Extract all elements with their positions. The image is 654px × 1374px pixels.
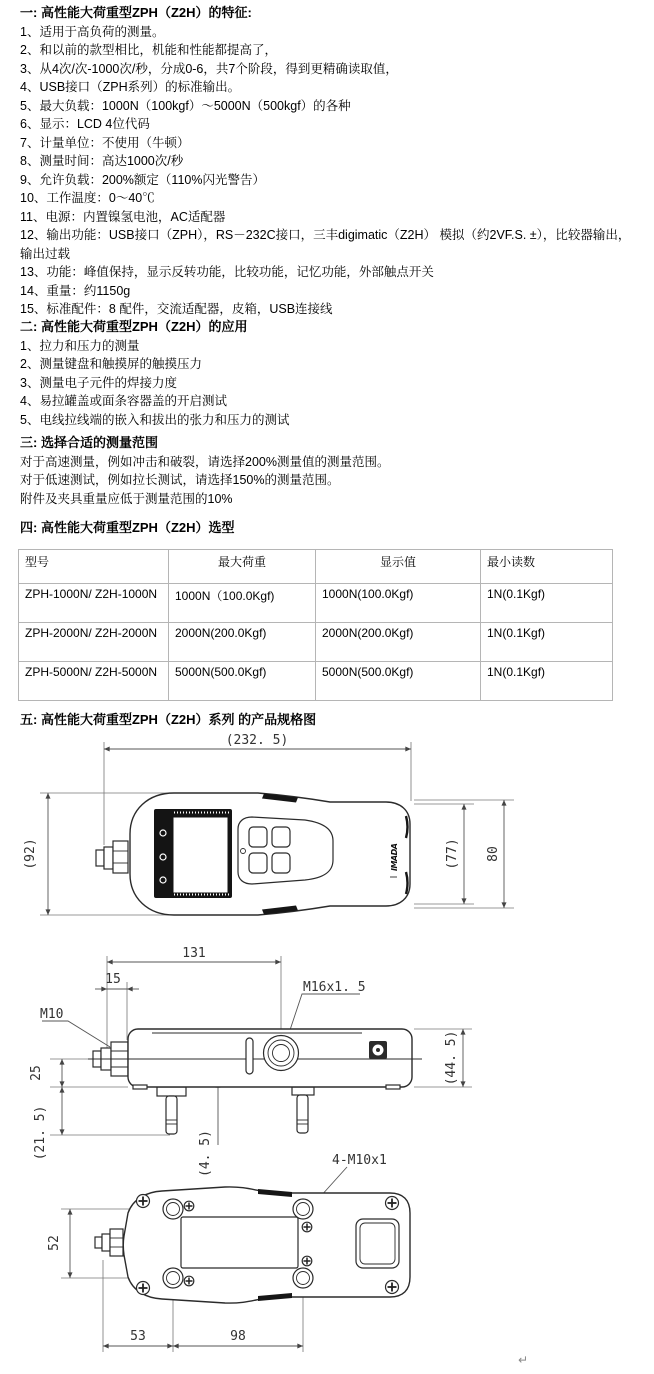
- feature-item: 1、适用于高负荷的测量。: [20, 24, 165, 39]
- feature-item: 2、和以前的款型相比，机能和性能都提高了，: [20, 43, 277, 57]
- table-header-cell: 型号: [19, 550, 169, 584]
- table-cell-maxload: 5000N(500.0Kgf): [169, 662, 316, 701]
- button: [249, 827, 267, 847]
- table-cell-model: ZPH-5000N/ Z2H-5000N: [19, 662, 169, 701]
- application-item: 2、测量键盘和触摸屏的触摸压力: [20, 357, 202, 371]
- feature-item: 4、USB接口（ZPH系列）的标准输出。: [20, 80, 241, 94]
- table-cell-resolution: 1N(0.1Kgf): [481, 584, 613, 623]
- table-header-cell: 最小读数: [481, 550, 613, 584]
- dim-4-5: (4. 5): [198, 1130, 213, 1177]
- table-cell-model: ZPH-1000N/ Z2H-1000N: [19, 584, 169, 623]
- table-cell-display: 1000N(100.0Kgf): [316, 584, 481, 623]
- return-mark: ↵: [518, 1353, 529, 1367]
- application-item: 1、拉力和压力的测量: [20, 338, 140, 353]
- feature-item: 3、从4次/次-1000次/秒，分成0-6，共7个阶段，得到更精确读取值，: [20, 61, 398, 76]
- application-item: 5、电线拉线端的嵌入和拔出的张力和压力的测试: [20, 412, 290, 427]
- mounting-pin-right: [292, 1087, 314, 1133]
- range-line: 对于高速测量，例如冲击和破裂，请选择200%测量值的测量范围。: [20, 454, 390, 469]
- table-cell-maxload: 2000N(200.0Kgf): [169, 623, 316, 662]
- feature-item: 11、电源：内置镍氢电池，AC适配器: [20, 209, 226, 224]
- application-item: 4、易拉罐盖或面条容器盖的开启测试: [20, 394, 227, 408]
- section-heading: 三: 选择合适的测量范围: [20, 435, 158, 450]
- keypad: [238, 817, 333, 884]
- table-cell-model: ZPH-2000N/ Z2H-2000N: [19, 623, 169, 662]
- dim-21-5: (21. 5): [33, 1105, 48, 1161]
- label-mount-thread: 4-M10x1: [332, 1153, 387, 1168]
- table-header-cell: 显示值: [316, 550, 481, 584]
- section-applications: [20, 318, 640, 429]
- section-heading-selection: 四: 高性能大荷重型ZPH（Z2H）选型: [20, 520, 235, 535]
- dim-52: 52: [47, 1235, 62, 1251]
- bottom-view-drawing: [47, 1153, 410, 1352]
- spec-table: [18, 549, 613, 701]
- section-heading-drawings: 五: 高性能大荷重型ZPH（Z2H）系列 的产品规格图: [20, 712, 317, 727]
- power-connector: [369, 1041, 387, 1059]
- dim-overall-length: (232. 5): [225, 733, 289, 748]
- section-heading: 一: 高性能大荷重型ZPH（Z2H）的特征:: [20, 5, 252, 20]
- feature-item: 10、工作温度：0〜40℃: [20, 191, 155, 205]
- feature-item: 14、重量：约1150g: [20, 283, 131, 298]
- range-line: 对于低速测试，例如拉长测试，请选择150%的测量范围。: [20, 473, 340, 487]
- feature-item: 15、标准配件：8 配件，交流适配器，皮箱，USB连接线: [20, 302, 333, 316]
- feature-item: 6、显示：LCD 4位代码: [20, 117, 150, 131]
- dim-shaft-length: 15: [105, 972, 121, 987]
- dim-grip-width-inner: (77): [445, 838, 460, 870]
- section-heading: 二: 高性能大荷重型ZPH（Z2H）的应用: [20, 319, 248, 334]
- dim-length-to-center: 131: [182, 946, 206, 961]
- button: [272, 827, 290, 847]
- label-center-thread: M16x1. 5: [303, 980, 366, 995]
- dim-body-width: (92): [23, 838, 38, 870]
- button: [272, 853, 290, 873]
- top-view-drawing: [23, 733, 514, 915]
- table-row: [19, 623, 613, 662]
- application-item: 3、测量电子元件的焊接力度: [20, 375, 177, 390]
- brand-logo: IMADA: [390, 843, 399, 871]
- lcd-display: [154, 809, 232, 898]
- feature-item: 13、功能：峰值保持，显示反转功能，比较功能，记忆功能，外部触点开关: [20, 265, 434, 279]
- dim-25: 25: [29, 1065, 44, 1081]
- table-row: [19, 662, 613, 701]
- label-shaft-thread: M10: [40, 1007, 64, 1022]
- table-row: [19, 584, 613, 623]
- table-header-cell: 最大荷重: [169, 550, 316, 584]
- dim-grip-width-outer: 80: [486, 846, 501, 862]
- section-features: [20, 4, 640, 319]
- feature-item: 8、测量时间：高达1000次/秒: [20, 154, 184, 168]
- dim-53: 53: [130, 1329, 146, 1344]
- feature-item: 12、输出功能：USB接口（ZPH），RS－232C接口，三丰digimatic（Z2H） 模拟（约2VF.S. ±），比较器输出，输出过载: [20, 228, 631, 261]
- table-header-row: [19, 550, 613, 584]
- feature-item: 9、允许负载：200%额定（110%闪光警告）: [20, 172, 265, 187]
- dim-98: 98: [230, 1329, 246, 1344]
- feature-item: 5、最大负载：1000N（100kgf）〜5000N（500kgf）的各种: [20, 98, 351, 113]
- product-spec-drawings: [0, 730, 654, 1374]
- dim-body-height: (44. 5): [444, 1030, 459, 1086]
- side-view-drawing: [29, 946, 472, 1177]
- m16-thread-hole: [264, 1036, 299, 1071]
- table-cell-resolution: 1N(0.1Kgf): [481, 623, 613, 662]
- table-cell-display: 5000N(500.0Kgf): [316, 662, 481, 701]
- feature-item: 7、计量单位：不使用（牛顿）: [20, 135, 190, 150]
- button: [249, 853, 267, 873]
- table-cell-maxload: 1000N（100.0Kgf): [169, 584, 316, 623]
- range-line: 附件及夹具重量应低于测量范围的10%: [20, 491, 233, 506]
- table-cell-display: 2000N(200.0Kgf): [316, 623, 481, 662]
- section-range: [20, 434, 640, 508]
- table-cell-resolution: 1N(0.1Kgf): [481, 662, 613, 701]
